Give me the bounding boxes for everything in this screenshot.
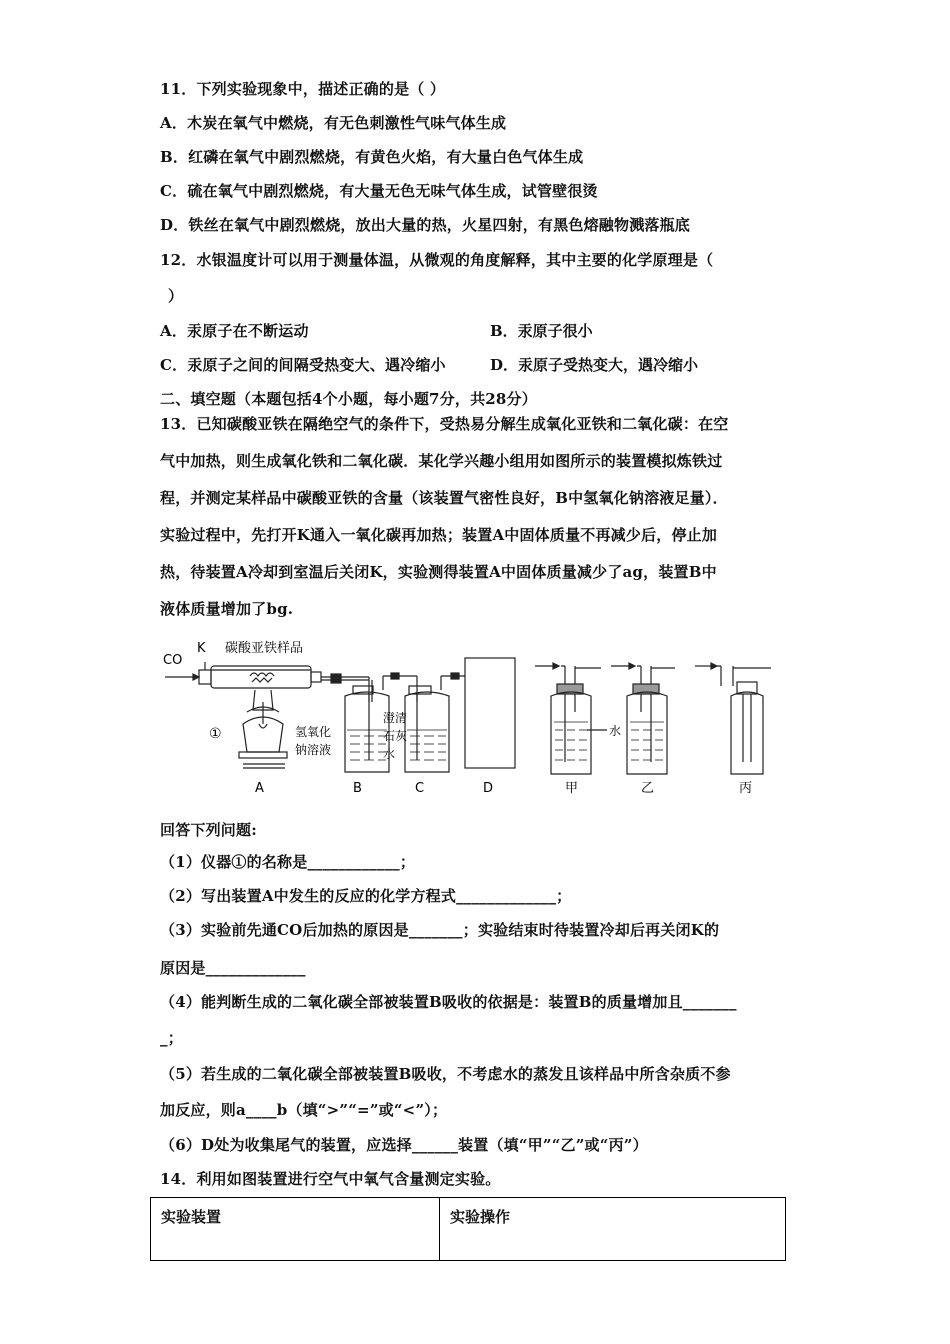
label-bing: 丙 (739, 781, 753, 796)
label-lime-2: 石灰 (383, 729, 408, 743)
sub-question: _； (160, 1029, 183, 1047)
q11-option-a: A．木炭在氧气中燃烧，有无色刺激性气味气体生成 (160, 114, 507, 132)
sub-question: 原因是_____________ (160, 959, 306, 977)
label-instrument-1: ① (209, 726, 222, 742)
q13-line: 实验过程中，先打开K通入一氧化碳再加热；装置A中固体质量不再减少后，停止加 (160, 526, 718, 544)
answer-intro: 回答下列问题: (160, 821, 257, 839)
section2-title: 二、填空题（本题包括4个小题，每小题7分，共28分） (160, 390, 537, 408)
label-d: D (483, 781, 494, 796)
sub-question: （3）实验前先通CO后加热的原因是_______；实验结束时待装置冷却后再关闭K的 (160, 921, 720, 939)
apparatus-figure (155, 632, 795, 802)
label-c: C (415, 781, 425, 796)
q11-stem: 11．下列实验现象中，描述正确的是（ ） (160, 80, 446, 98)
q14-stem: 14．利用如图装置进行空气中氧气含量测定实验。 (160, 1170, 501, 1188)
q13-line: 13．已知碳酸亚铁在隔绝空气的条件下，受热易分解生成氧化亚铁和二氧化碳：在空 (160, 415, 729, 433)
q11-option-d: D．铁丝在氧气中剧烈燃烧，放出大量的热，火星四射，有黑色熔融物溅落瓶底 (160, 216, 691, 234)
q13-line: 程，并测定某样品中碳酸亚铁的含量（该装置气密性良好，B中氢氧化钠溶液足量）． (160, 489, 728, 507)
label-lime-1: 澄清 (383, 711, 408, 725)
sub-question: 加反应，则a____b（填“>”“=”或“<”）； (160, 1101, 448, 1119)
label-naoh-1: 氢氧化 (295, 725, 332, 739)
label-co: CO (163, 653, 183, 668)
sub-question: （4）能判断生成的二氧化碳全部被装置B吸收的依据是：装置B的质量增加且_______ (160, 993, 737, 1011)
sub-question: （1）仪器①的名称是____________； (160, 853, 416, 871)
table-header-operation: 实验操作 (440, 1198, 786, 1261)
label-b: B (353, 781, 362, 796)
label-yi: 乙 (641, 781, 655, 796)
label-water: 水 (609, 724, 622, 738)
sub-question: （2）写出装置A中发生的反应的化学方程式_____________； (160, 887, 572, 905)
sub-question: （6）D处为收集尾气的装置，应选择______装置（填“甲”“乙”或“丙”） (160, 1136, 648, 1154)
label-a: A (255, 781, 264, 796)
label-lime-3: 水 (383, 747, 396, 761)
sub-question: （5）若生成的二氧化碳全部被装置B吸收，不考虑水的蒸发且该样品中所含杂质不参 (160, 1065, 731, 1083)
q12-stem-line2: ） (168, 287, 184, 305)
q13-line: 气中加热，则生成氧化铁和二氧化碳．某化学兴趣小组用如图所示的装置模拟炼铁过 (160, 452, 723, 470)
q12-stem-line1: 12．水银温度计可以用于测量体温，从微观的角度解释，其中主要的化学原理是（ (160, 251, 714, 269)
q12-option-b: B．汞原子很小 (490, 322, 593, 340)
q12-option-c: C．汞原子之间的间隔受热变大、遇冷缩小 (160, 356, 446, 374)
q13-line: 液体质量增加了bg. (160, 600, 294, 618)
q11-option-c: C．硫在氧气中剧烈燃烧，有大量无色无味气体生成，试管壁很烫 (160, 182, 598, 200)
q14-table (150, 1197, 786, 1261)
q12-option-d: D．汞原子受热变大，遇冷缩小 (490, 356, 699, 374)
label-naoh-2: 钠溶液 (295, 743, 332, 757)
label-sample: 碳酸亚铁样品 (225, 641, 304, 656)
table-header-apparatus: 实验装置 (151, 1198, 440, 1261)
q12-option-a: A．汞原子在不断运动 (160, 322, 309, 340)
q13-line: 热，待装置A冷却到室温后关闭K，实验测得装置A中固体质量减少了ag，装置B中 (160, 563, 717, 581)
label-jia: 甲 (565, 781, 579, 796)
label-k: K (197, 641, 206, 656)
q11-option-b: B．红磷在氧气中剧烈燃烧，有黄色火焰，有大量白色气体生成 (160, 148, 584, 166)
